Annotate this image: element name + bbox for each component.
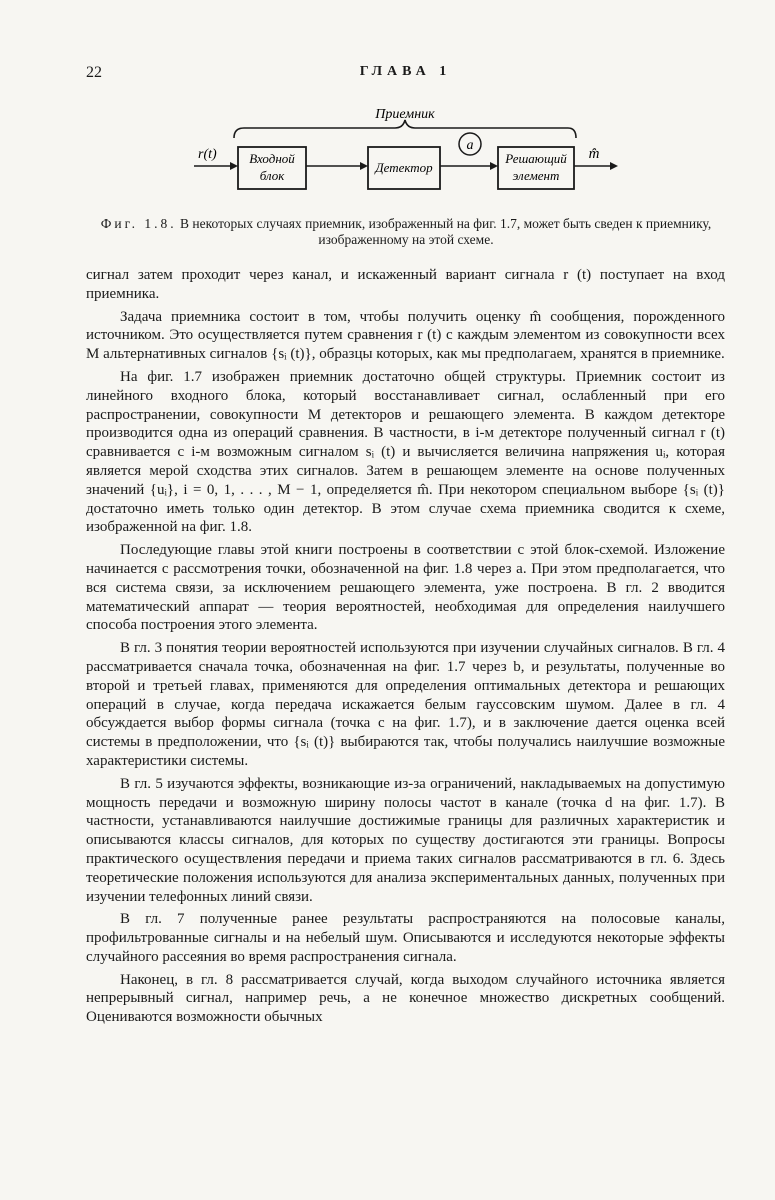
caption-text: В некоторых случаях приемник, изображенный на фиг. 1.7, может быть сведен к приемнику, изображенному на этой схеме.: [180, 216, 712, 247]
body-text: [86, 266, 725, 1027]
paragraph: Последующие главы этой книги построены в соответствии с этой блок-схемой. Изложение начинается с рассмотрения точки, обозначенной на фиг. 1.8 через a. При этом предполагается, что вся система связи, за исключением решающего элемента, уже построена. В гл. 2 вводится математический аппарат — теория вероятностей, необходимая для определения наилучшего способа построения этого элемента.: [86, 542, 725, 634]
block-diagram: [190, 100, 620, 200]
figure-caption: [86, 216, 726, 248]
input-block-label-2: блок: [259, 168, 285, 183]
input-signal-label: r(t): [198, 147, 217, 162]
output-label: m̂: [588, 146, 600, 162]
receiver-group-label: Приемник: [375, 107, 435, 122]
page-number: 22: [86, 64, 102, 81]
paragraph: Задача приемника состоит в том, чтобы получить оценку m̂ сообщения, порожденного источником. Это осуществляется путем сравнения r (t) с каждым элементом из совокупности всех M альтернативных сигналов {sᵢ (t)}, образцы которых, как мы предполагаем, хранятся в приемнике.: [86, 308, 725, 363]
decision-block-label-1: Решающий: [505, 151, 567, 166]
input-block-label-1: Входной: [249, 151, 295, 166]
detector-label: Детектор: [375, 160, 433, 175]
paragraph: сигнал затем проходит через канал, и искаженный вариант сигнала r (t) поступает на вход приемника.: [86, 267, 725, 302]
paragraph: В гл. 5 изучаются эффекты, возникающие из-за ограничений, накладываемых на допустимую мощность передачи и возможную ширину полосы частот в канале (точка d на фиг. 1.7). В частности, устанавливаются наилучшие достижимые границы для различных характеристик и описываются классы сигналов, для которых по существу достигаются эти границы. Вопросы практического осуществления передачи и приема таких сигналов рассматриваются в гл. 6. Здесь теоретические положения используются для анализа экспериментальных данных, полученных при изучении телефонных линий связи.: [86, 775, 725, 905]
paragraph: В гл. 7 полученные ранее результаты распространяются на полосовые каналы, профильтрованные сигналы и на небелый шум. Описываются и исследуются некоторые эффекты случайного рассеяния во время распространения сигнала.: [86, 911, 725, 965]
paragraph: На фиг. 1.7 изображен приемник достаточно общей структуры. Приемник состоит из линейного входного блока, который восстанавливает сигнал, ослабленный при его распространении, совокупности M детекторов и решающего элемента. В каждом детекторе производится одна из операций сравнения. В частности, в i-м детекторе полученный сигнал r (t) сравнивается с i-м возможным сигналом sᵢ (t) и вычисляется величина напряжения uᵢ, которая является мерой сходства этих сигналов. Затем в решающем элементе на основе полученных значений {uᵢ}, i = 0, 1, . . . , M − 1, определяется m̂. При некотором специальном выборе {sᵢ (t)} достаточно иметь только один детектор. В этом случае схема приемника сводится к схеме, изображенной на фиг. 1.8.: [86, 368, 725, 536]
caption-label: Фиг. 1.8.: [100, 216, 177, 231]
decision-block-label-2: элемент: [512, 168, 560, 183]
receiver-brace: [234, 120, 576, 138]
chapter-title: ГЛАВА 1: [359, 64, 452, 79]
paragraph: Наконец, в гл. 8 рассматривается случай, когда выходом случайного источника является непрерывный сигнал, например речь, а не конечное множество дискретных сообщений. Оцениваются возможности обычных: [86, 971, 725, 1026]
paragraph: В гл. 3 понятия теории вероятностей используются при изучении случайных сигналов. В гл. 4 рассматривается сначала точка, обозначенная на фиг. 1.7 через b, и результаты, полученные во второй и третьей главах, применяются для определения оптимальных детектора и решающих операций в случае, когда передача искажается белым гауссовским шумом. Далее в гл. 4 обсуждается выбор формы сигнала (точка c на фиг. 1.7), и в заключение дается оценка всей системы в предположении, что {sᵢ (t)} выбираются так, чтобы получались наилучшие возможные характеристики системы.: [86, 640, 725, 769]
page-header: [86, 64, 725, 86]
point-a-label: a: [466, 138, 474, 153]
